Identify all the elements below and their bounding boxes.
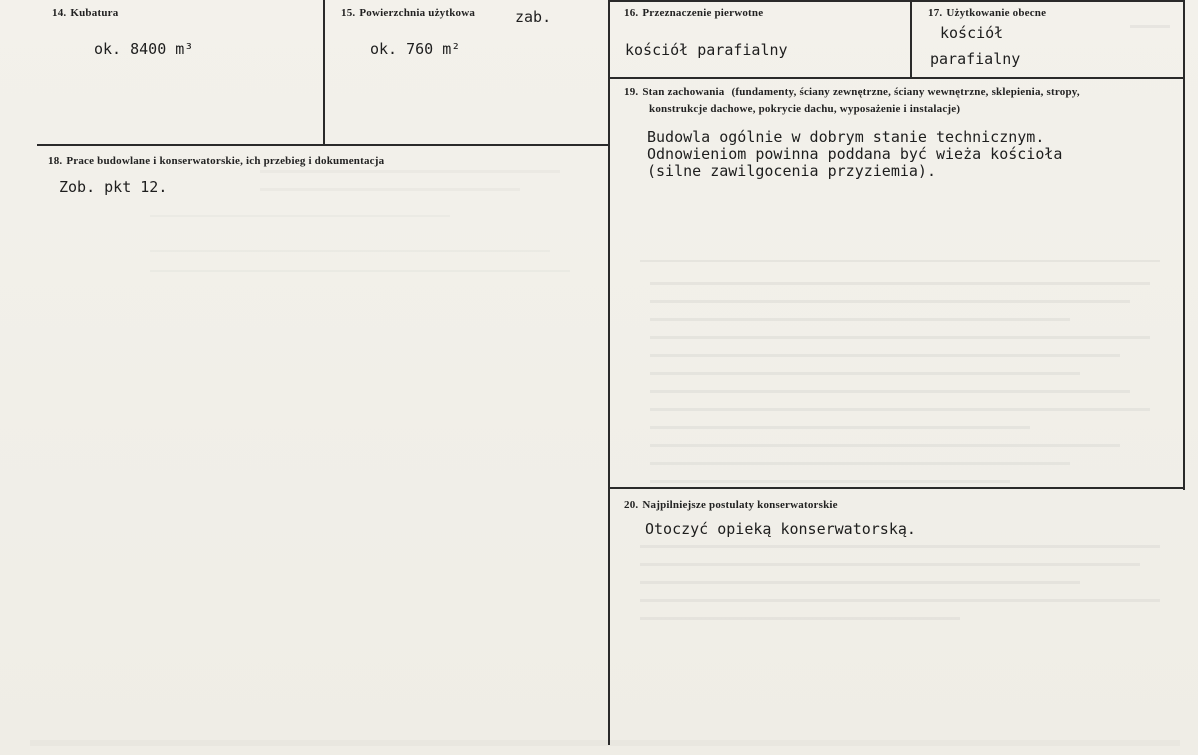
field-15-value: ok. 760 m² xyxy=(370,40,461,58)
field-18-label: 18. Prace budowlane i konserwatorskie, ich przebieg i dokumentacja xyxy=(48,155,385,167)
divider-19-20 xyxy=(608,487,1185,489)
field-14-label: 14. Kubatura xyxy=(52,7,119,19)
field-17-value-line1: kościół xyxy=(940,24,1004,42)
field-17-value-line2: parafialny xyxy=(930,50,1021,68)
divider-16-17 xyxy=(910,0,912,78)
field-20-label: 20. Najpilniejsze postulaty konserwatorskie xyxy=(624,499,838,511)
field-15-label: 15. Powierzchnia użytkowa xyxy=(341,7,476,19)
field-19-value-line2: Odnowieniom powinna poddana być wieża kościoła xyxy=(647,145,1063,163)
field-16-value: kościół parafialny xyxy=(625,41,788,59)
field-14-value: ok. 8400 m³ xyxy=(94,40,194,58)
top-border xyxy=(610,0,1185,2)
divider-16-19 xyxy=(608,77,1185,79)
field-19-value-line3: (silne zawilgocenia przyziemia). xyxy=(647,162,936,180)
field-20-value: Otoczyć opieką konserwatorską. xyxy=(645,520,916,538)
field-15-prefix: zab. xyxy=(515,8,552,26)
divider-14-15 xyxy=(323,0,325,145)
field-17-label: 17. Użytkowanie obecne xyxy=(928,7,1047,19)
divider-14-18 xyxy=(37,144,610,146)
divider-main xyxy=(608,0,610,745)
right-border xyxy=(1183,0,1185,490)
field-16-label: 16. Przeznaczenie pierwotne xyxy=(624,7,764,19)
field-19-value-line1: Budowla ogólnie w dobrym stanie technicznym. xyxy=(647,128,1045,146)
field-19-label: 19. Stan zachowania (fundamenty, ściany zewnętrzne, ściany wewnętrzne, sklepienia, stropy, xyxy=(624,86,1080,98)
field-19-label-continued: konstrukcje dachowe, pokrycie dachu, wyposażenie i instalacje) xyxy=(649,103,961,115)
field-18-value: Zob. pkt 12. xyxy=(59,178,168,196)
